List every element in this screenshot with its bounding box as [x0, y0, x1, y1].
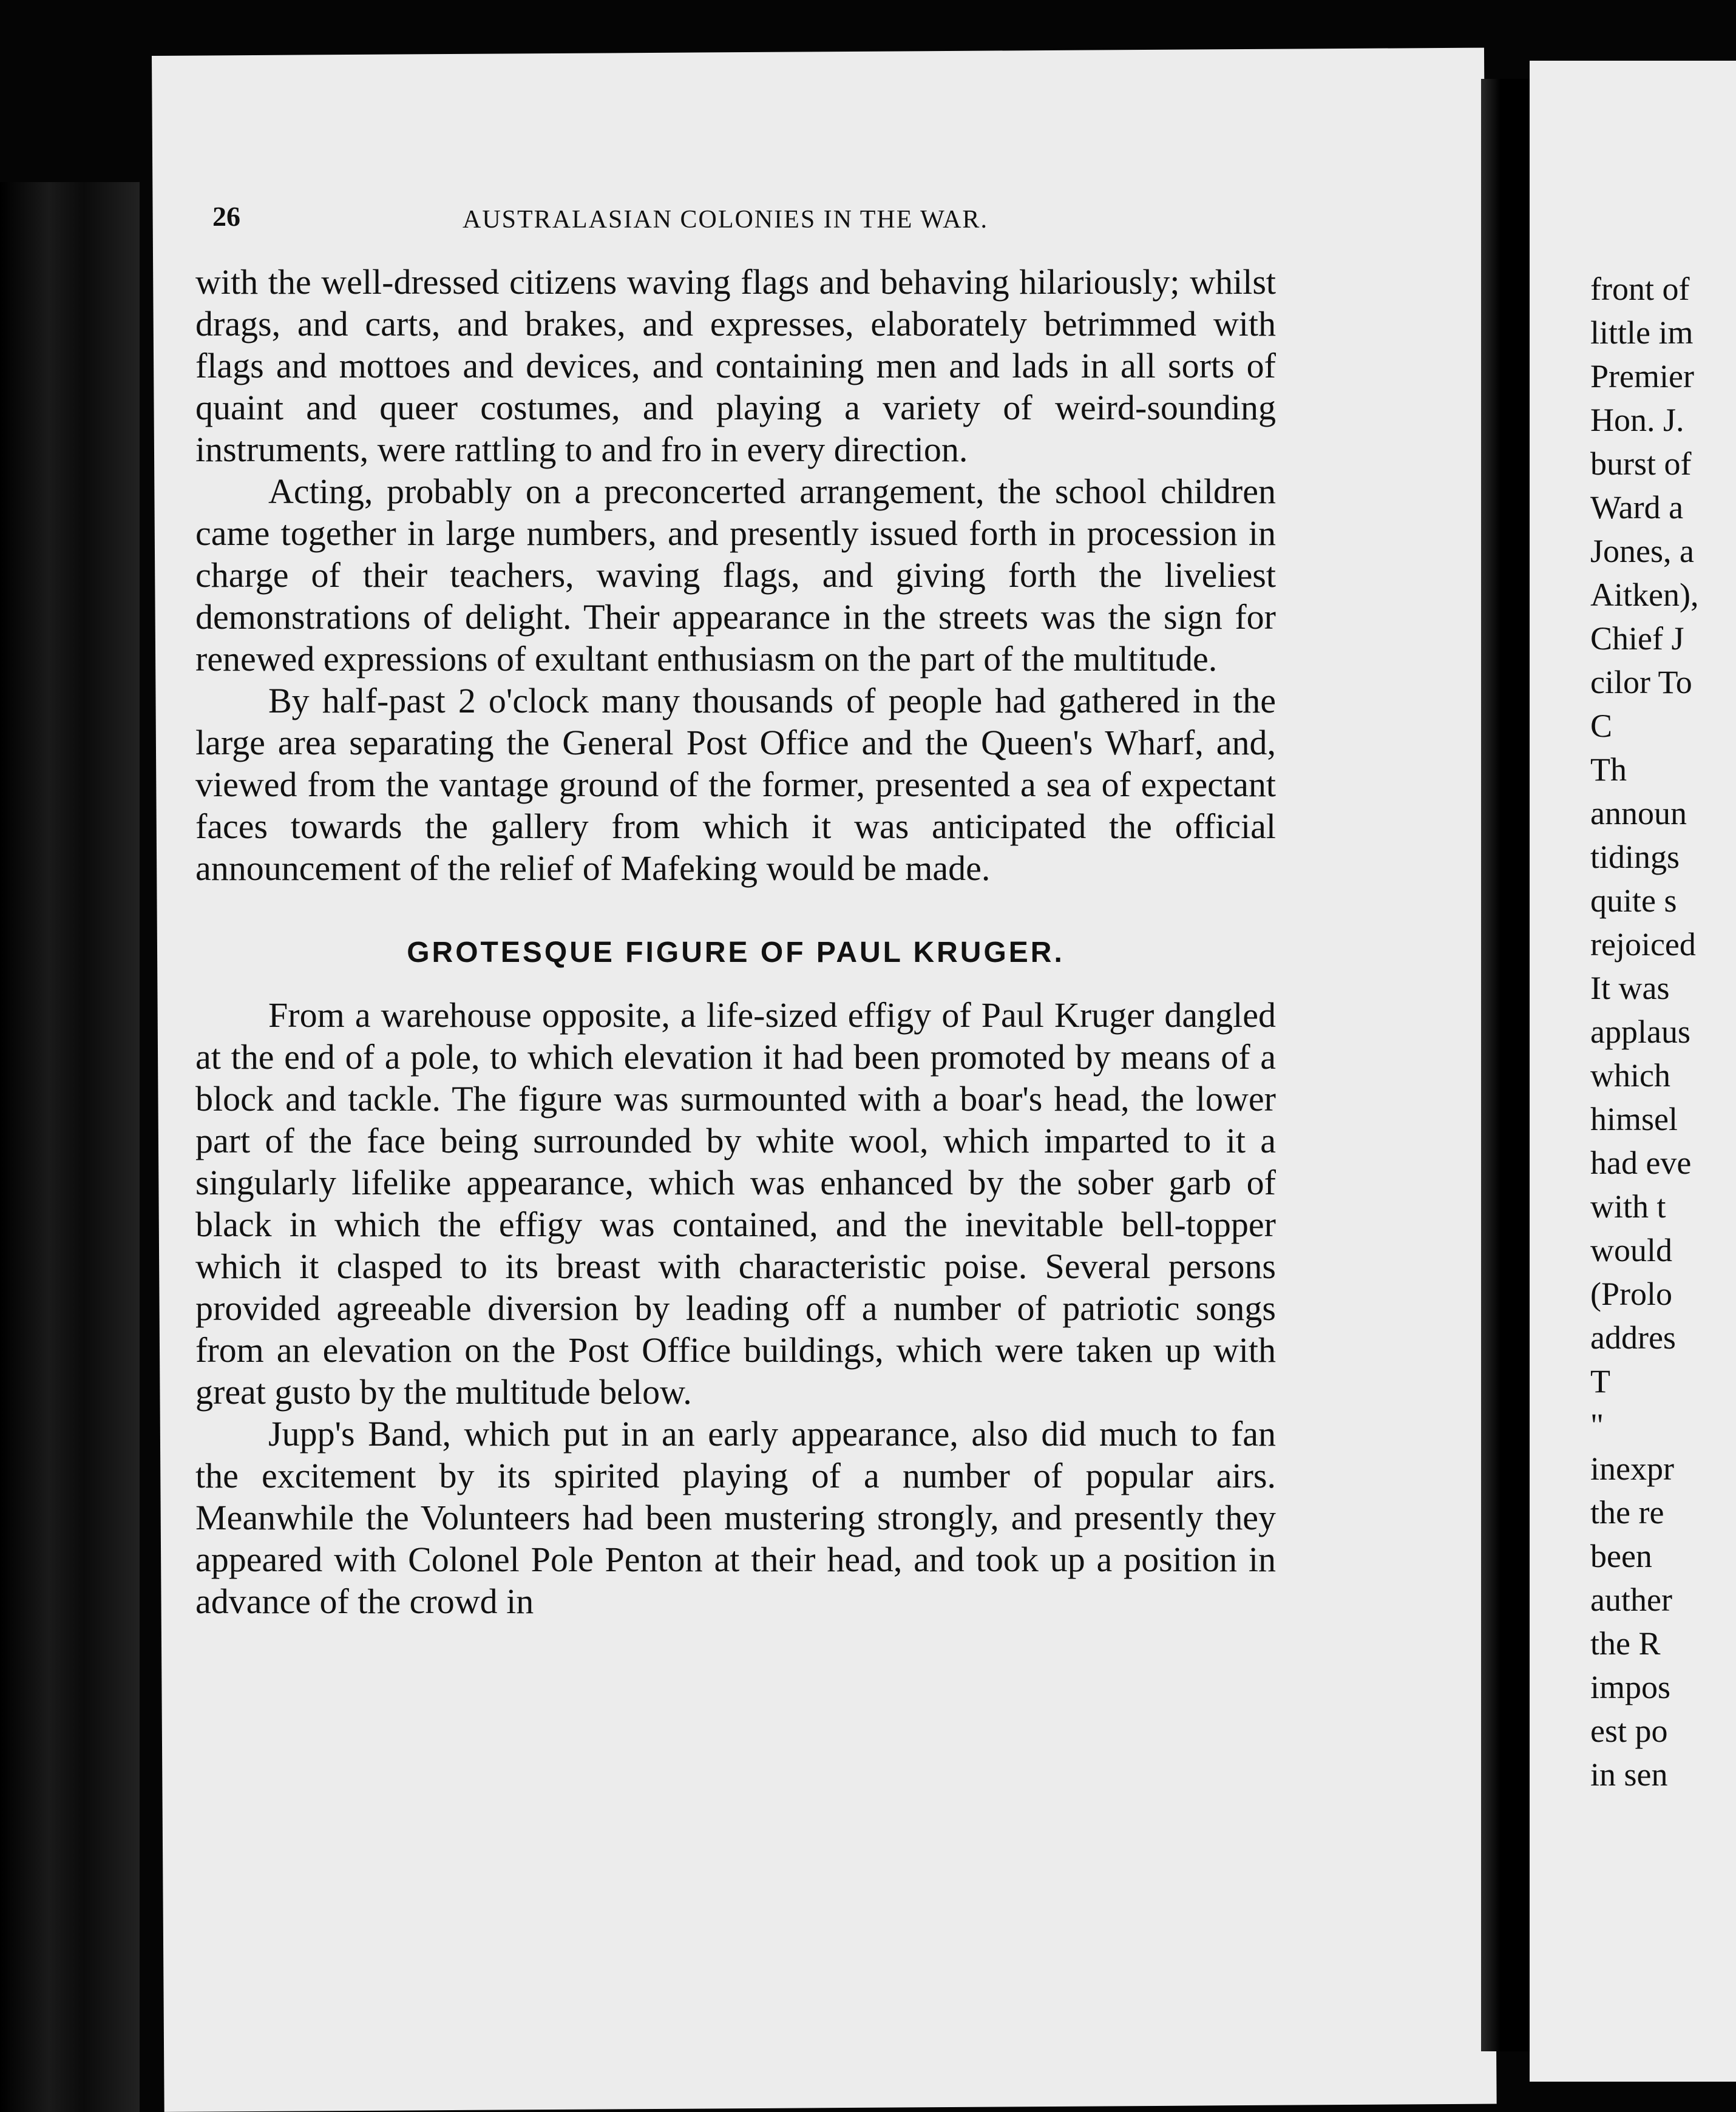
paragraph: From a warehouse opposite, a life-sized effigy of Paul Kruger dangled at the end of a pole, to which elevation it had been promoted by means of a block and tackle. The figure was surmounted with a boar's head, the lower part of the face being surrounded by white wool, which imparted to it a singularly lifelike appearance, which was enhanced by the sober garb of black in which the effigy was contained, and the inevitable bell-topper which it clasped to its breast with characteristic poise. Several persons provided agreeable diversion by leading off a number of patriotic songs from an elevation on the Post Office buildings, which were taken up with great gusto by the multitude below. [195, 995, 1276, 1412]
right-page-line: auther [1590, 1582, 1672, 1618]
book-gutter [1481, 79, 1530, 2051]
right-page-line: " [1590, 1407, 1604, 1443]
right-page-line: quite s [1590, 882, 1677, 919]
running-head-title: AUSTRALASIAN COLONIES IN THE WAR. [463, 206, 988, 234]
right-page-line: had eve [1590, 1145, 1692, 1181]
right-page-line: which [1590, 1057, 1670, 1094]
paragraph: By half-past 2 o'clock many thousands of people had gathered in the large area separating the General Post Office and the Queen's Wharf, and, viewed from the vantage ground of the former, presented a sea of expectant faces towards the gallery from which it was anticipated the official announcement of the relief of Mafeking would be made. [195, 681, 1276, 888]
right-page-line: himsel [1590, 1101, 1678, 1137]
right-page-line: been [1590, 1538, 1652, 1574]
right-page-line: announ [1590, 795, 1687, 831]
right-page-line: tidings [1590, 839, 1680, 875]
paragraph: Jupp's Band, which put in an early appearance, also did much to fan the excitement by its spirited playing of a number of popular airs. Meanwhile the Volunteers had been mustering strongly, and presently they appeared with Colonel Pole Penton at their head, and took up a position in advance of the crowd in [195, 1414, 1276, 1621]
right-page-line: Chief J [1590, 620, 1684, 657]
right-page-line: Premier [1590, 358, 1694, 394]
right-page-line: in sen [1590, 1756, 1668, 1793]
paragraph: with the well-dressed citizens waving flags and behaving hilariously; whilst drags, and carts, and brakes, and expresses, elaborately betrimmed with flags and mottoes and devices, and containing men and lads in all sorts of quaint and queer costumes, and playing a variety of weird-sounding instruments, were rattling to and fro in every direction. [195, 262, 1276, 469]
right-page-line: Hon. J. [1590, 402, 1684, 438]
right-page-line: Aitken), [1590, 577, 1699, 613]
right-page-line: would [1590, 1232, 1672, 1268]
right-page-line: the re [1590, 1494, 1664, 1531]
right-page-line: with t [1590, 1188, 1666, 1225]
section-heading: GROTESQUE FIGURE OF PAUL KRUGER. [407, 936, 1065, 969]
right-page-line: (Prolo [1590, 1276, 1672, 1312]
right-page-line: T [1590, 1363, 1610, 1400]
right-page-text-fragments [1590, 267, 1736, 1796]
right-page-line: front of [1590, 271, 1690, 307]
right-page-line: Jones, a [1590, 533, 1694, 569]
right-page-line: the R [1590, 1625, 1661, 1662]
running-head [212, 200, 1244, 243]
right-page-line: little im [1590, 314, 1694, 351]
right-page-line: Th [1590, 751, 1627, 788]
right-page-line: cilor To [1590, 664, 1692, 700]
right-page-line: impos [1590, 1669, 1671, 1705]
right-page-line: applaus [1590, 1014, 1690, 1050]
right-page-line: est po [1590, 1713, 1668, 1749]
page-number: 26 [212, 201, 240, 232]
right-page-line: addres [1590, 1319, 1676, 1356]
right-page-line: It was [1590, 970, 1670, 1006]
right-page-line: Ward a [1590, 489, 1684, 526]
page-body [195, 261, 1276, 1622]
right-page-line: rejoiced [1590, 926, 1696, 963]
right-page-line: inexpr [1590, 1450, 1674, 1487]
paragraph: Acting, probably on a preconcerted arrangement, the school children came together in large numbers, and presently issued forth in procession in charge of their teachers, waving flags, and giving forth the liveliest demonstrations of delight. Their appearance in the streets was the sign for renewed expressions of exultant enthusiasm on the part of the multitude. [195, 472, 1276, 679]
book-edge-shadow [0, 182, 140, 2112]
right-page-line: burst of [1590, 445, 1692, 482]
right-page-line: C [1590, 708, 1613, 744]
